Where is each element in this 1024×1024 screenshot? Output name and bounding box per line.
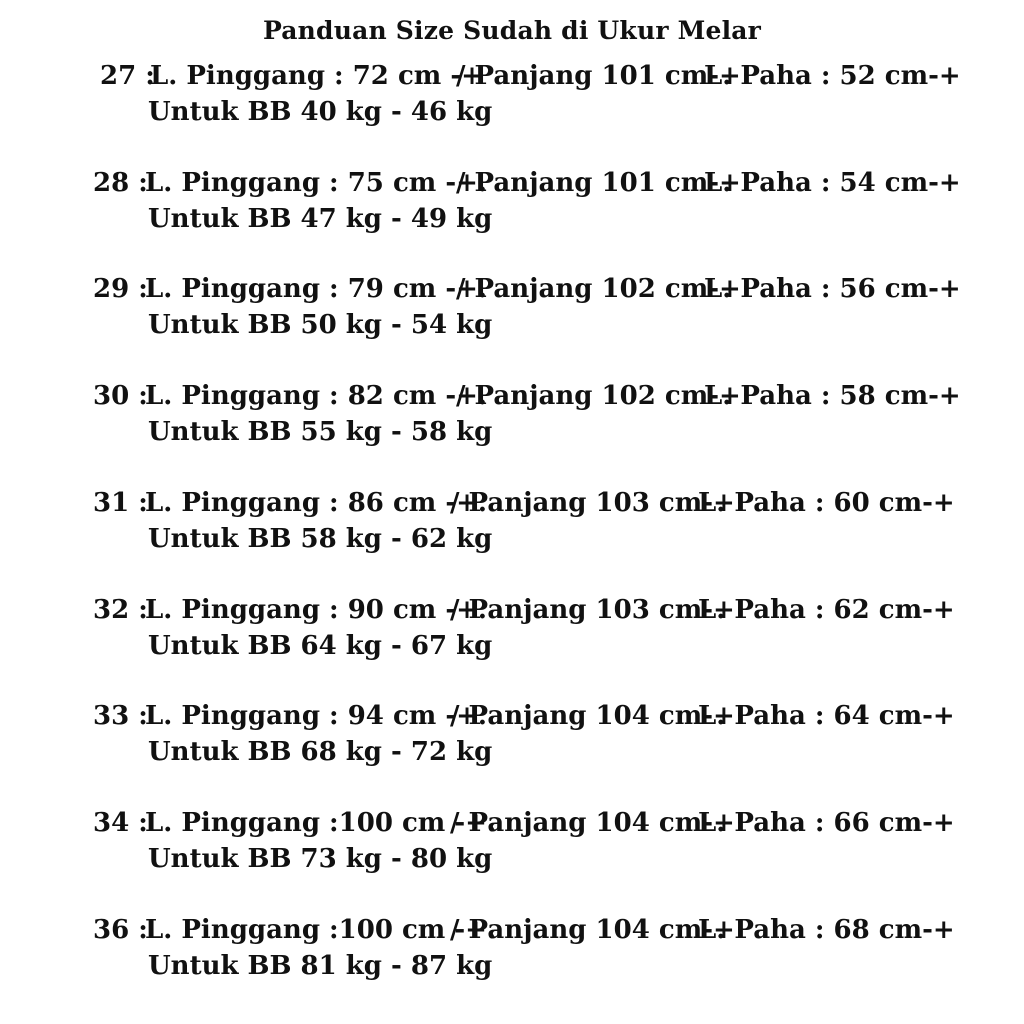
weight-range: Untuk BB 81 kg - 87 kg bbox=[148, 951, 493, 981]
waist-measure: L. Pinggang : 90 cm -+. bbox=[145, 595, 487, 625]
waist-measure: L. Pinggang : 82 cm -+. bbox=[145, 381, 487, 411]
length-measure: / Panjang 102 cm-+ bbox=[456, 274, 741, 304]
waist-measure: L. Pinggang : 79 cm -+. bbox=[145, 274, 487, 304]
waist-measure: L. Pinggang : 72 cm -+ bbox=[150, 61, 483, 91]
waist-measure: L. Pinggang : 86 cm -+. bbox=[145, 488, 487, 518]
length-measure: / Panjang 104 cm-+ bbox=[450, 808, 735, 838]
length-measure: / Panjang 104 cm-+ bbox=[450, 701, 735, 731]
size-entry bbox=[0, 271, 1024, 343]
thigh-measure: L. Paha : 60 cm-+ bbox=[698, 488, 955, 518]
size-entry bbox=[0, 165, 1024, 237]
length-measure: / Panjang 101 cm-+ bbox=[456, 168, 741, 198]
size-entry bbox=[0, 485, 1024, 557]
size-label: 36 : bbox=[93, 915, 148, 945]
thigh-measure: L. Paha : 52 cm-+ bbox=[704, 61, 961, 91]
weight-range: Untuk BB 40 kg - 46 kg bbox=[148, 97, 493, 127]
size-entry bbox=[0, 378, 1024, 450]
size-label: 28 : bbox=[93, 168, 148, 198]
weight-range: Untuk BB 73 kg - 80 kg bbox=[148, 844, 493, 874]
size-entry bbox=[0, 698, 1024, 770]
size-label: 33 : bbox=[93, 701, 148, 731]
waist-measure: L. Pinggang :100 cm -+. bbox=[145, 808, 496, 838]
size-entry bbox=[0, 58, 1024, 130]
waist-measure: L. Pinggang : 75 cm -+. bbox=[145, 168, 487, 198]
thigh-measure: L. Paha : 58 cm-+ bbox=[704, 381, 961, 411]
thigh-measure: L. Paha : 68 cm-+ bbox=[698, 915, 955, 945]
waist-measure: L. Pinggang : 94 cm -+. bbox=[145, 701, 487, 731]
thigh-measure: L. Paha : 66 cm-+ bbox=[698, 808, 955, 838]
length-measure: / Panjang 104 cm-+ bbox=[450, 915, 735, 945]
waist-measure: L. Pinggang :100 cm -+. bbox=[145, 915, 496, 945]
size-label: 29 : bbox=[93, 274, 148, 304]
size-label: 30 : bbox=[93, 381, 148, 411]
weight-range: Untuk BB 50 kg - 54 kg bbox=[148, 310, 493, 340]
weight-range: Untuk BB 68 kg - 72 kg bbox=[148, 737, 493, 767]
size-label: 31 : bbox=[93, 488, 148, 518]
size-entry bbox=[0, 805, 1024, 877]
weight-range: Untuk BB 64 kg - 67 kg bbox=[148, 631, 493, 661]
thigh-measure: L. Paha : 54 cm-+ bbox=[704, 168, 961, 198]
length-measure: / Panjang 103 cm-+ bbox=[450, 488, 735, 518]
size-label: 34 : bbox=[93, 808, 148, 838]
weight-range: Untuk BB 55 kg - 58 kg bbox=[148, 417, 493, 447]
weight-range: Untuk BB 58 kg - 62 kg bbox=[148, 524, 493, 554]
weight-range: Untuk BB 47 kg - 49 kg bbox=[148, 204, 493, 234]
size-entry bbox=[0, 912, 1024, 984]
length-measure: / Panjang 102 cm-+ bbox=[456, 381, 741, 411]
length-measure: / Panjang 103 cm-+ bbox=[450, 595, 735, 625]
thigh-measure: L. Paha : 64 cm-+ bbox=[698, 701, 955, 731]
thigh-measure: L. Paha : 56 cm-+ bbox=[704, 274, 961, 304]
size-entry bbox=[0, 592, 1024, 664]
length-measure: / Panjang 101 cm-+ bbox=[456, 61, 741, 91]
size-label: 32 : bbox=[93, 595, 148, 625]
thigh-measure: L. Paha : 62 cm-+ bbox=[698, 595, 955, 625]
size-label: 27 : bbox=[100, 61, 155, 91]
page-title: Panduan Size Sudah di Ukur Melar bbox=[262, 16, 762, 45]
